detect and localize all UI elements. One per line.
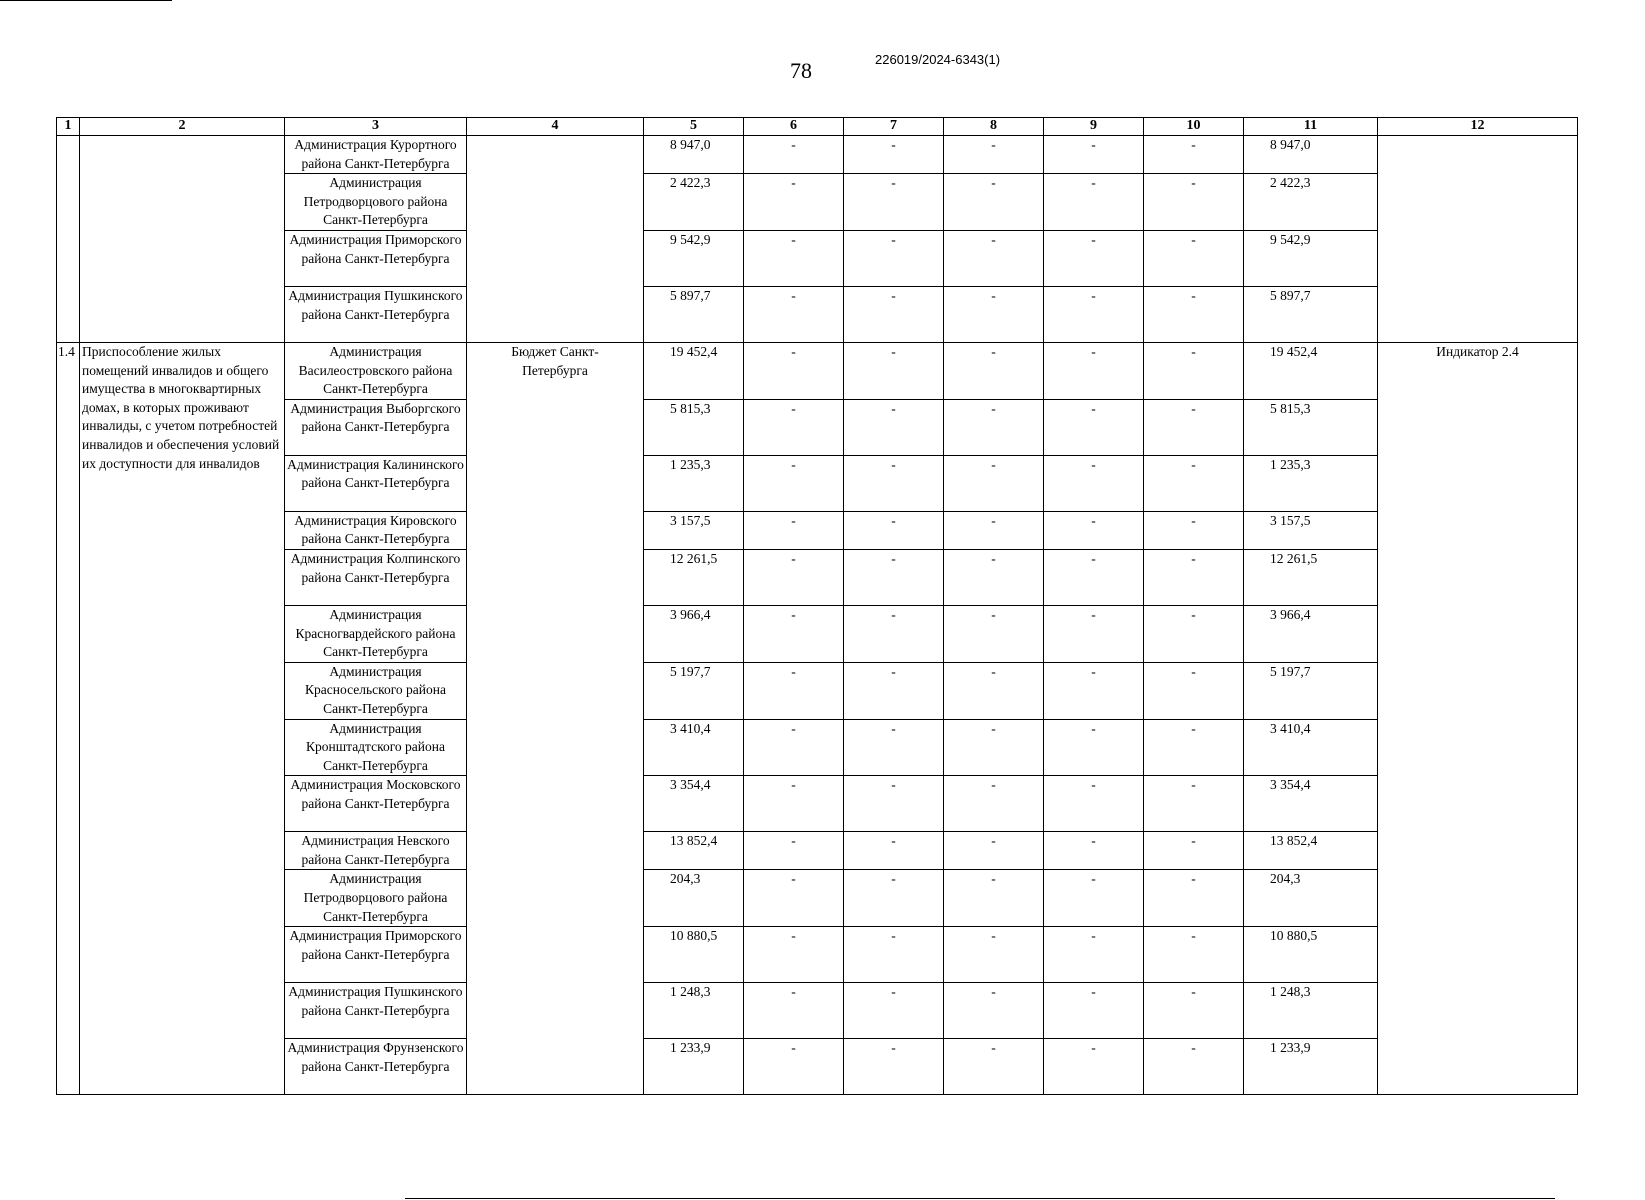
dash-cell: - [1044,230,1144,286]
dash-cell: - [944,662,1044,719]
org-cell: Администрация Пушкинского района Санкт-Петербурга [285,983,467,1039]
total-cell: 204,3 [1244,870,1378,927]
org-cell: Администрация Красногвардейского района Санкт-Петербурга [285,605,467,662]
col-header-10: 10 [1144,118,1244,136]
dash-cell: - [844,549,944,605]
dash-cell: - [1144,286,1244,342]
continued-name-cell [80,136,285,343]
dash-cell: - [1044,927,1144,983]
continued-number-cell [57,136,80,343]
org-cell: Администрация Кронштадтского района Санкт-Петербурга [285,719,467,776]
dash-cell: - [844,399,944,455]
dash-cell: - [844,136,944,174]
col-header-5: 5 [644,118,744,136]
org-cell: Администрация Петродворцового района Санкт-Петербурга [285,174,467,231]
col-header-1: 1 [57,118,80,136]
table-row [57,174,1578,231]
dash-cell: - [844,832,944,870]
dash-cell: - [744,549,844,605]
dash-cell: - [1044,605,1144,662]
amount-cell: 3 966,4 [644,605,744,662]
dash-cell: - [944,549,1044,605]
header-row [57,118,1578,136]
table-row [57,983,1578,1039]
dash-cell: - [844,1039,944,1095]
amount-cell: 8 947,0 [644,136,744,174]
dash-cell: - [744,174,844,231]
org-cell: Администрация Выборгского района Санкт-Петербурга [285,399,467,455]
dash-cell: - [744,1039,844,1095]
dash-cell: - [944,870,1044,927]
dash-cell: - [1044,983,1144,1039]
dash-cell: - [744,286,844,342]
dash-cell: - [844,230,944,286]
continued-indicator-cell [1378,136,1578,343]
dash-cell: - [744,983,844,1039]
col-header-2: 2 [80,118,285,136]
dash-cell: - [944,776,1044,832]
dash-cell: - [1044,455,1144,511]
table-row [57,399,1578,455]
total-cell: 3 157,5 [1244,511,1378,549]
total-cell: 9 542,9 [1244,230,1378,286]
amount-cell: 3 354,4 [644,776,744,832]
section-name-cell: Приспособление жилых помещений инвалидов и общего имущества в многоквартирных домах, в которых проживают инвалиды, с учетом потребностей инвалидов и обеспечения условий их доступности для инвалидов [80,342,285,1094]
amount-cell: 13 852,4 [644,832,744,870]
scan-edge-bottom [405,1198,1555,1199]
amount-cell: 19 452,4 [644,342,744,399]
table-row [57,455,1578,511]
dash-cell: - [744,511,844,549]
dash-cell: - [744,342,844,399]
table-row [57,136,1578,174]
table-row [57,286,1578,342]
dash-cell: - [844,927,944,983]
dash-cell: - [1044,549,1144,605]
col-header-6: 6 [744,118,844,136]
total-cell: 1 233,9 [1244,1039,1378,1095]
amount-cell: 5 197,7 [644,662,744,719]
total-cell: 5 197,7 [1244,662,1378,719]
dash-cell: - [744,719,844,776]
dash-cell: - [1144,927,1244,983]
col-header-4: 4 [467,118,644,136]
dash-cell: - [944,286,1044,342]
dash-cell: - [1144,399,1244,455]
total-cell: 8 947,0 [1244,136,1378,174]
dash-cell: - [944,174,1044,231]
dash-cell: - [1044,1039,1144,1095]
org-cell: Администрация Василеостровского района Санкт-Петербурга [285,342,467,399]
col-header-3: 3 [285,118,467,136]
total-cell: 3 966,4 [1244,605,1378,662]
dash-cell: - [1044,719,1144,776]
total-cell: 3 410,4 [1244,719,1378,776]
org-cell: Администрация Колпинского района Санкт-Петербурга [285,549,467,605]
total-cell: 13 852,4 [1244,832,1378,870]
dash-cell: - [844,776,944,832]
dash-cell: - [844,286,944,342]
table-row [57,1039,1578,1095]
table-row [57,870,1578,927]
document-id: 226019/2024-6343(1) [875,52,1001,67]
dash-cell: - [1144,230,1244,286]
dash-cell: - [1044,174,1144,231]
dash-cell: - [1144,455,1244,511]
col-header-9: 9 [1044,118,1144,136]
dash-cell: - [744,662,844,719]
org-cell: Администрация Петродворцового района Санкт-Петербурга [285,870,467,927]
total-cell: 3 354,4 [1244,776,1378,832]
table-row [57,832,1578,870]
dash-cell: - [1044,832,1144,870]
dash-cell: - [1144,1039,1244,1095]
dash-cell: - [844,662,944,719]
dash-cell: - [1144,511,1244,549]
indicator-cell: Индикатор 2.4 [1378,342,1578,1094]
continued-source-cell [467,136,644,343]
dash-cell: - [944,832,1044,870]
col-header-12: 12 [1378,118,1578,136]
dash-cell: - [744,455,844,511]
dash-cell: - [1144,342,1244,399]
table-row [57,776,1578,832]
dash-cell: - [1044,870,1144,927]
dash-cell: - [944,399,1044,455]
dash-cell: - [1044,776,1144,832]
org-cell: Администрация Курортного района Санкт-Петербурга [285,136,467,174]
org-cell: Администрация Невского района Санкт-Петербурга [285,832,467,870]
dash-cell: - [944,342,1044,399]
org-cell: Администрация Красносельского района Санкт-Петербурга [285,662,467,719]
org-cell: Администрация Калининского района Санкт-Петербурга [285,455,467,511]
dash-cell: - [844,870,944,927]
dash-cell: - [1144,136,1244,174]
dash-cell: - [944,605,1044,662]
col-header-7: 7 [844,118,944,136]
org-cell: Администрация Приморского района Санкт-Петербурга [285,927,467,983]
amount-cell: 5 815,3 [644,399,744,455]
dash-cell: - [944,983,1044,1039]
org-cell: Администрация Фрунзенского района Санкт-Петербурга [285,1039,467,1095]
dash-cell: - [844,511,944,549]
table-row [57,927,1578,983]
org-cell: Администрация Кировского района Санкт-Петербурга [285,511,467,549]
amount-cell: 9 542,9 [644,230,744,286]
dash-cell: - [944,1039,1044,1095]
dash-cell: - [944,136,1044,174]
amount-cell: 5 897,7 [644,286,744,342]
dash-cell: - [1144,174,1244,231]
table-row [57,605,1578,662]
dash-cell: - [1144,983,1244,1039]
table-row [57,342,1578,399]
program-table [56,117,1578,1095]
dash-cell: - [1044,286,1144,342]
dash-cell: - [1044,136,1144,174]
amount-cell: 3 410,4 [644,719,744,776]
col-header-11: 11 [1244,118,1378,136]
dash-cell: - [944,719,1044,776]
dash-cell: - [1144,870,1244,927]
amount-cell: 204,3 [644,870,744,927]
amount-cell: 12 261,5 [644,549,744,605]
amount-cell: 3 157,5 [644,511,744,549]
total-cell: 2 422,3 [1244,174,1378,231]
dash-cell: - [1144,662,1244,719]
scan-edge-top-left [0,0,172,1]
dash-cell: - [1044,399,1144,455]
dash-cell: - [1144,832,1244,870]
total-cell: 1 248,3 [1244,983,1378,1039]
dash-cell: - [844,983,944,1039]
amount-cell: 1 235,3 [644,455,744,511]
dash-cell: - [944,927,1044,983]
amount-cell: 1 248,3 [644,983,744,1039]
dash-cell: - [844,605,944,662]
dash-cell: - [744,605,844,662]
total-cell: 1 235,3 [1244,455,1378,511]
dash-cell: - [744,870,844,927]
amount-cell: 2 422,3 [644,174,744,231]
dash-cell: - [744,399,844,455]
dash-cell: - [744,230,844,286]
dash-cell: - [1144,605,1244,662]
table-row [57,230,1578,286]
amount-cell: 1 233,9 [644,1039,744,1095]
amount-cell: 10 880,5 [644,927,744,983]
org-cell: Администрация Московского района Санкт-Петербурга [285,776,467,832]
dash-cell: - [944,455,1044,511]
table-row [57,549,1578,605]
table-row [57,511,1578,549]
dash-cell: - [1044,511,1144,549]
dash-cell: - [844,719,944,776]
funding-source-cell: Бюджет Санкт-Петербурга [467,342,644,1094]
dash-cell: - [1144,549,1244,605]
total-cell: 12 261,5 [1244,549,1378,605]
dash-cell: - [744,927,844,983]
dash-cell: - [1144,776,1244,832]
section-number-cell: 1.4 [57,342,80,1094]
dash-cell: - [744,832,844,870]
org-cell: Администрация Пушкинского района Санкт-Петербурга [285,286,467,342]
table-row [57,662,1578,719]
dash-cell: - [1044,662,1144,719]
dash-cell: - [1144,719,1244,776]
dash-cell: - [1044,342,1144,399]
dash-cell: - [844,342,944,399]
dash-cell: - [944,511,1044,549]
dash-cell: - [744,136,844,174]
dash-cell: - [744,776,844,832]
table-row [57,719,1578,776]
org-cell: Администрация Приморского района Санкт-Петербурга [285,230,467,286]
page-number: 78 [790,58,812,83]
total-cell: 5 815,3 [1244,399,1378,455]
col-header-8: 8 [944,118,1044,136]
dash-cell: - [844,174,944,231]
total-cell: 5 897,7 [1244,286,1378,342]
dash-cell: - [844,455,944,511]
total-cell: 19 452,4 [1244,342,1378,399]
dash-cell: - [944,230,1044,286]
total-cell: 10 880,5 [1244,927,1378,983]
